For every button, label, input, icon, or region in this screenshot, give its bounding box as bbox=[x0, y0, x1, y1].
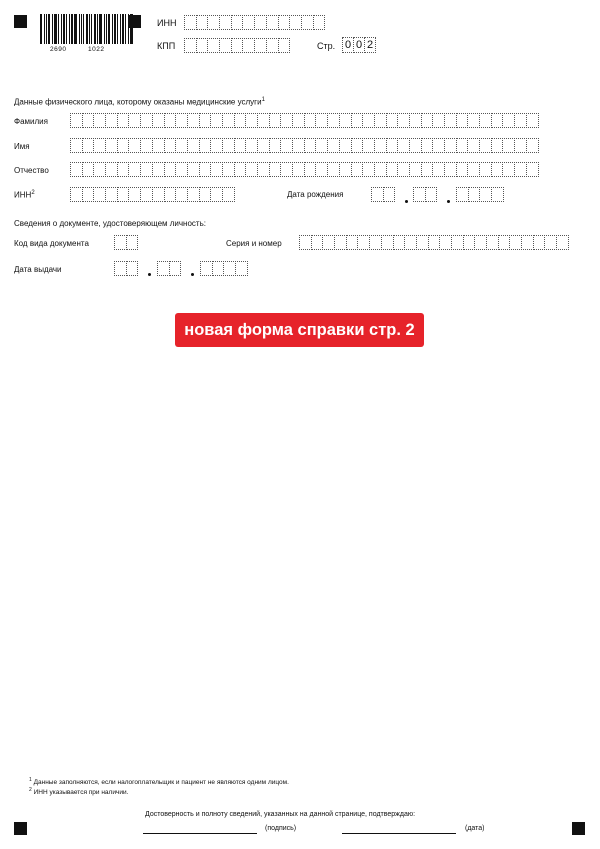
patronymic-label: Отчество bbox=[14, 166, 49, 175]
date-caption: (дата) bbox=[465, 825, 485, 832]
header-inn-field[interactable] bbox=[184, 15, 324, 30]
barcode-bar bbox=[63, 14, 65, 44]
barcode-bar bbox=[104, 14, 105, 44]
section-person-title-text: Данные физического лица, которому оказаны медицинские услуги bbox=[14, 97, 262, 107]
issue-date-year-field[interactable] bbox=[200, 261, 247, 276]
page-number-field bbox=[342, 37, 375, 53]
barcode-bar bbox=[69, 14, 70, 44]
barcode-bar bbox=[79, 14, 80, 44]
barcode-number-right: 1022 bbox=[88, 46, 105, 53]
input-cell[interactable] bbox=[425, 187, 438, 202]
person-inn-field[interactable] bbox=[70, 187, 234, 202]
corner-marker-bottom-right bbox=[572, 822, 585, 835]
birthdate-label: Дата рождения bbox=[287, 190, 344, 199]
barcode-bar bbox=[61, 14, 62, 44]
footnote-2-text: ИНН указывается при наличии. bbox=[33, 789, 129, 797]
confirmation-text: Достоверность и полноту сведений, указанных на данной странице, подтверждаю: bbox=[145, 811, 416, 818]
surname-label: Фамилия bbox=[14, 117, 48, 126]
footnote-2-marker: 2 bbox=[29, 787, 32, 793]
barcode-bar bbox=[83, 14, 84, 44]
birthdate-day-field[interactable] bbox=[371, 187, 394, 202]
barcode-bar bbox=[112, 14, 113, 44]
barcode-bar bbox=[130, 14, 133, 44]
barcode-number-left: 2690 bbox=[50, 46, 67, 53]
barcode-bar bbox=[122, 14, 124, 44]
barcode-bar bbox=[125, 14, 126, 44]
footnote-1-text: Данные заполняются, если налогоплательщик и пациент не являются одним лицом. bbox=[33, 779, 289, 787]
barcode-bar bbox=[81, 14, 82, 44]
person-inn-label-text: ИНН bbox=[14, 190, 32, 200]
name-label: Имя bbox=[14, 142, 30, 151]
page-digit: 2 bbox=[364, 37, 376, 53]
date-separator-dot bbox=[447, 200, 450, 203]
series-number-field[interactable] bbox=[299, 235, 568, 250]
barcode-bar bbox=[66, 14, 67, 44]
page-label: Стр. bbox=[317, 41, 336, 51]
barcode-bar bbox=[58, 14, 59, 44]
footnote-ref-2: 2 bbox=[31, 190, 35, 196]
barcode-bar bbox=[106, 14, 107, 44]
barcode-bar bbox=[40, 14, 42, 44]
barcode-bar bbox=[128, 14, 129, 44]
surname-field[interactable] bbox=[70, 113, 538, 128]
input-cell[interactable] bbox=[313, 15, 326, 30]
header-kpp-label: КПП bbox=[157, 41, 176, 51]
input-cell[interactable] bbox=[526, 113, 539, 128]
barcode-bar bbox=[86, 14, 88, 44]
input-cell[interactable] bbox=[526, 138, 539, 153]
input-cell[interactable] bbox=[278, 38, 291, 53]
section-person-title bbox=[14, 97, 265, 107]
page-digit: 0 bbox=[342, 37, 354, 53]
barcode-bar bbox=[99, 14, 102, 44]
barcode-bar bbox=[48, 14, 50, 44]
date-separator-dot bbox=[405, 200, 408, 203]
input-cell[interactable] bbox=[556, 235, 569, 250]
barcode-bar bbox=[117, 14, 118, 44]
date-separator-dot bbox=[191, 273, 194, 276]
input-cell[interactable] bbox=[526, 162, 539, 177]
barcode-bar bbox=[91, 14, 92, 44]
new-form-banner: новая форма справки стр. 2 bbox=[175, 313, 424, 347]
footnote-ref-1: 1 bbox=[261, 97, 265, 103]
barcode-bar bbox=[108, 14, 110, 44]
series-number-label: Серия и номер bbox=[226, 239, 282, 248]
barcode-bar bbox=[74, 14, 77, 44]
page-digit: 0 bbox=[353, 37, 365, 53]
barcode bbox=[40, 14, 134, 44]
input-cell[interactable] bbox=[383, 187, 396, 202]
person-inn-label bbox=[14, 190, 35, 200]
input-cell[interactable] bbox=[235, 261, 248, 276]
barcode-bar bbox=[71, 14, 73, 44]
input-cell[interactable] bbox=[169, 261, 182, 276]
date-separator-dot bbox=[148, 273, 151, 276]
section-document-title: Сведения о документе, удостоверяющем личность: bbox=[14, 219, 206, 228]
header-kpp-field[interactable] bbox=[184, 38, 289, 53]
issue-date-month-field[interactable] bbox=[157, 261, 180, 276]
birthdate-year-field[interactable] bbox=[456, 187, 503, 202]
patronymic-field[interactable] bbox=[70, 162, 538, 177]
header-inn-label: ИНН bbox=[157, 18, 177, 28]
name-field[interactable] bbox=[70, 138, 538, 153]
barcode-bar bbox=[89, 14, 90, 44]
corner-marker-top-left bbox=[14, 15, 27, 28]
footnote-2 bbox=[29, 786, 128, 797]
barcode-bar bbox=[97, 14, 98, 44]
input-cell[interactable] bbox=[491, 187, 504, 202]
input-cell[interactable] bbox=[126, 235, 139, 250]
issue-date-day-field[interactable] bbox=[114, 261, 137, 276]
barcode-bar bbox=[114, 14, 116, 44]
doc-code-label: Код вида документа bbox=[14, 239, 89, 248]
footnote-1-marker: 1 bbox=[29, 777, 32, 783]
barcode-bar bbox=[44, 14, 45, 44]
corner-marker-bottom-left bbox=[14, 822, 27, 835]
input-cell[interactable] bbox=[126, 261, 139, 276]
issue-date-label: Дата выдачи bbox=[14, 265, 62, 274]
signature-line[interactable] bbox=[143, 833, 257, 834]
barcode-bar bbox=[52, 14, 53, 44]
barcode-bar bbox=[94, 14, 96, 44]
doc-code-field[interactable] bbox=[114, 235, 137, 250]
signature-caption: (подпись) bbox=[265, 825, 297, 832]
barcode-bar bbox=[120, 14, 121, 44]
barcode-bar bbox=[46, 14, 47, 44]
barcode-bar bbox=[54, 14, 57, 44]
birthdate-month-field[interactable] bbox=[413, 187, 436, 202]
date-line[interactable] bbox=[342, 833, 456, 834]
input-cell[interactable] bbox=[222, 187, 235, 202]
